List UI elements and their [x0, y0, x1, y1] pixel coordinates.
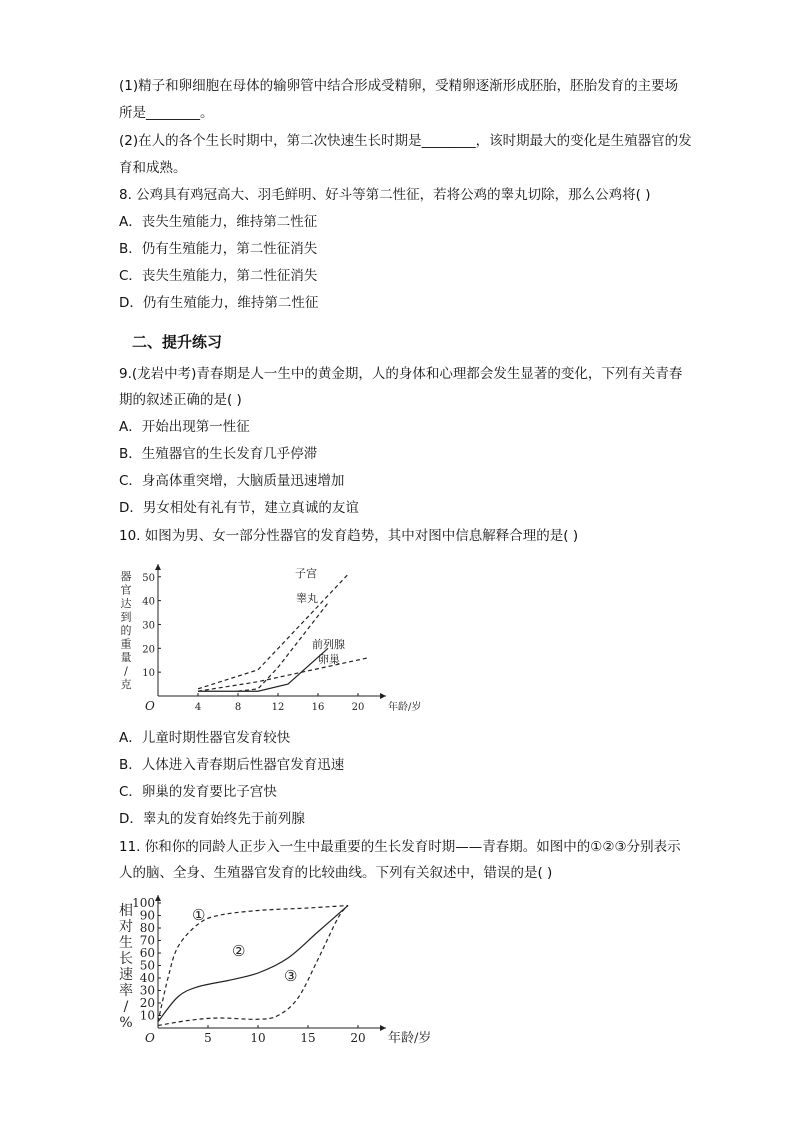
series-label-1: 睾丸 [296, 592, 318, 605]
y-axis-label-char-4: 速 [119, 967, 133, 983]
y-axis-label-char-5: 重 [120, 637, 132, 651]
q8-stem: 8. 公鸡具有鸡冠高大、羽毛鲜明、好斗等第二性征，若将公鸡的睾丸切除，那么公鸡将( ) [119, 187, 651, 203]
y-axis-label-char-7: % [119, 1015, 133, 1031]
x-axis-arrow [380, 1025, 386, 1031]
section-heading: 二、提升练习 [132, 333, 223, 351]
y-axis-label-char-3: 到 [120, 610, 132, 624]
q9-stem-line2: 期的叙述正确的是( ) [119, 392, 242, 408]
series-line-2 [198, 648, 328, 691]
y-tick-label-5: 60 [139, 946, 155, 960]
y-axis-label-char-7: / [124, 664, 128, 678]
series-line-1 [158, 906, 348, 1022]
origin-label: O [145, 1031, 155, 1045]
growth-rate-chart [112, 893, 432, 1053]
q8-option-d: D．仍有生殖能力，维持第二性征 [119, 295, 319, 311]
q9-option-b: B．生殖器官的生长发育几乎停滞 [119, 446, 318, 462]
series-label-3: 卵巢 [318, 653, 340, 666]
x-tick-label-1: 8 [234, 702, 242, 713]
y-tick-label-2: 30 [142, 620, 155, 632]
y-axis-label-char-6: / [123, 999, 129, 1015]
q11-stem-line2: 人的脑、全身、生殖器官发育的比较曲线。下列有关叙述中，错误的是( ) [119, 865, 553, 881]
series-line-2 [158, 906, 348, 1026]
series-label-1: ② [232, 942, 246, 960]
q10-stem: 10. 如图为男、女一部分性器官的发育趋势，其中对图中信息解释合理的是( ) [119, 528, 579, 544]
q7-part1-line2: 所是________。 [119, 105, 214, 121]
y-tick-label-8: 90 [139, 908, 155, 923]
y-tick-label-6: 70 [139, 933, 155, 948]
series-line-0 [158, 906, 348, 1022]
q8-option-c: C．丧失生殖能力，第二性征消失 [119, 268, 318, 284]
y-tick-label-3: 40 [142, 596, 155, 608]
y-tick-label-3: 40 [139, 971, 155, 985]
q10-option-b: B．人体进入青春期后性器官发育迅速 [119, 757, 345, 773]
y-tick-label-0: 10 [139, 1008, 155, 1023]
y-axis-label-char-5: 率 [119, 983, 133, 999]
x-tick-label-2: 15 [300, 1031, 316, 1045]
y-axis-label-char-3: 长 [119, 951, 133, 967]
y-axis-arrow [155, 564, 161, 570]
series-label-0: ① [192, 906, 206, 924]
series-label-2: ③ [284, 967, 298, 985]
x-tick-label-3: 20 [350, 1031, 366, 1045]
q11-stem-line1: 11. 你和你的同龄人正步入一生中最重要的生长发育时期——青春期。如图中的①②③分别表示 [119, 839, 681, 855]
q10-option-d: D．睾丸的发育始终先于前列腺 [119, 811, 305, 827]
y-axis-label-char-2: 达 [120, 597, 132, 610]
x-axis-label: 年龄/岁 [388, 1031, 432, 1046]
y-tick-label-1: 20 [142, 644, 155, 656]
x-axis-arrow [380, 693, 386, 699]
series-line-3 [198, 658, 368, 691]
y-axis-label-char-1: 官 [120, 583, 132, 597]
q9-option-d: D．男女相处有礼有节，建立真诚的友谊 [119, 500, 359, 516]
organ-weight-chart [112, 560, 422, 720]
x-axis-label: 年龄/岁 [388, 702, 422, 713]
series-line-0 [198, 574, 348, 688]
origin-label: O [145, 699, 155, 713]
series-label-0: 子宫 [295, 567, 317, 580]
y-axis-arrow [155, 895, 161, 901]
y-tick-label-0: 10 [142, 668, 155, 680]
x-tick-label-2: 12 [271, 702, 285, 713]
y-axis-label-char-8: 克 [120, 678, 132, 691]
y-tick-label-4: 50 [142, 572, 155, 584]
y-tick-label-4: 50 [139, 958, 155, 973]
y-axis-label-char-0: 相 [119, 903, 133, 919]
y-tick-label-2: 30 [139, 983, 155, 998]
y-tick-label-9: 100 [132, 896, 155, 910]
x-tick-label-4: 20 [351, 702, 365, 713]
q10-option-a: A．儿童时期性器官发育较快 [119, 730, 291, 746]
x-tick-label-0: 5 [204, 1031, 212, 1045]
x-tick-label-0: 4 [194, 702, 202, 713]
y-axis-label-char-2: 生 [119, 935, 133, 951]
q9-option-c: C．身高体重突增，大脑质量迅速增加 [119, 473, 345, 489]
x-tick-label-3: 16 [311, 702, 325, 713]
q9-option-a: A．开始出现第一性征 [119, 419, 250, 435]
y-axis-label-char-6: 量 [120, 651, 132, 664]
q8-option-a: A．丧失生殖能力，维持第二性征 [119, 214, 318, 230]
y-axis-label-char-4: 的 [120, 624, 132, 637]
q7-part1-line1: (1)精子和卵细胞在母体的输卵管中结合形成受精卵，受精卵逐渐形成胚胎，胚胎发育的主要场 [119, 78, 679, 94]
y-axis-label-char-1: 对 [119, 919, 133, 935]
y-tick-label-1: 20 [139, 996, 155, 1010]
series-label-2: 前列腺 [312, 638, 345, 651]
q9-stem-line1: 9.(龙岩中考)青春期是人一生中的黄金期，人的身体和心理都会发生显著的变化，下列有关青春 [119, 366, 683, 382]
q7-part2-line1: (2)在人的各个生长时期中，第二次快速生长时期是________，该时期最大的变化是生殖器官的发 [119, 133, 692, 149]
x-tick-label-1: 10 [250, 1031, 266, 1045]
q10-option-c: C．卵巢的发育要比子宫快 [119, 784, 277, 800]
y-tick-label-7: 80 [139, 921, 155, 935]
q7-part2-line2: 育和成熟。 [119, 160, 187, 176]
y-axis-label-char-0: 器 [120, 570, 132, 583]
q8-option-b: B．仍有生殖能力，第二性征消失 [119, 241, 318, 257]
